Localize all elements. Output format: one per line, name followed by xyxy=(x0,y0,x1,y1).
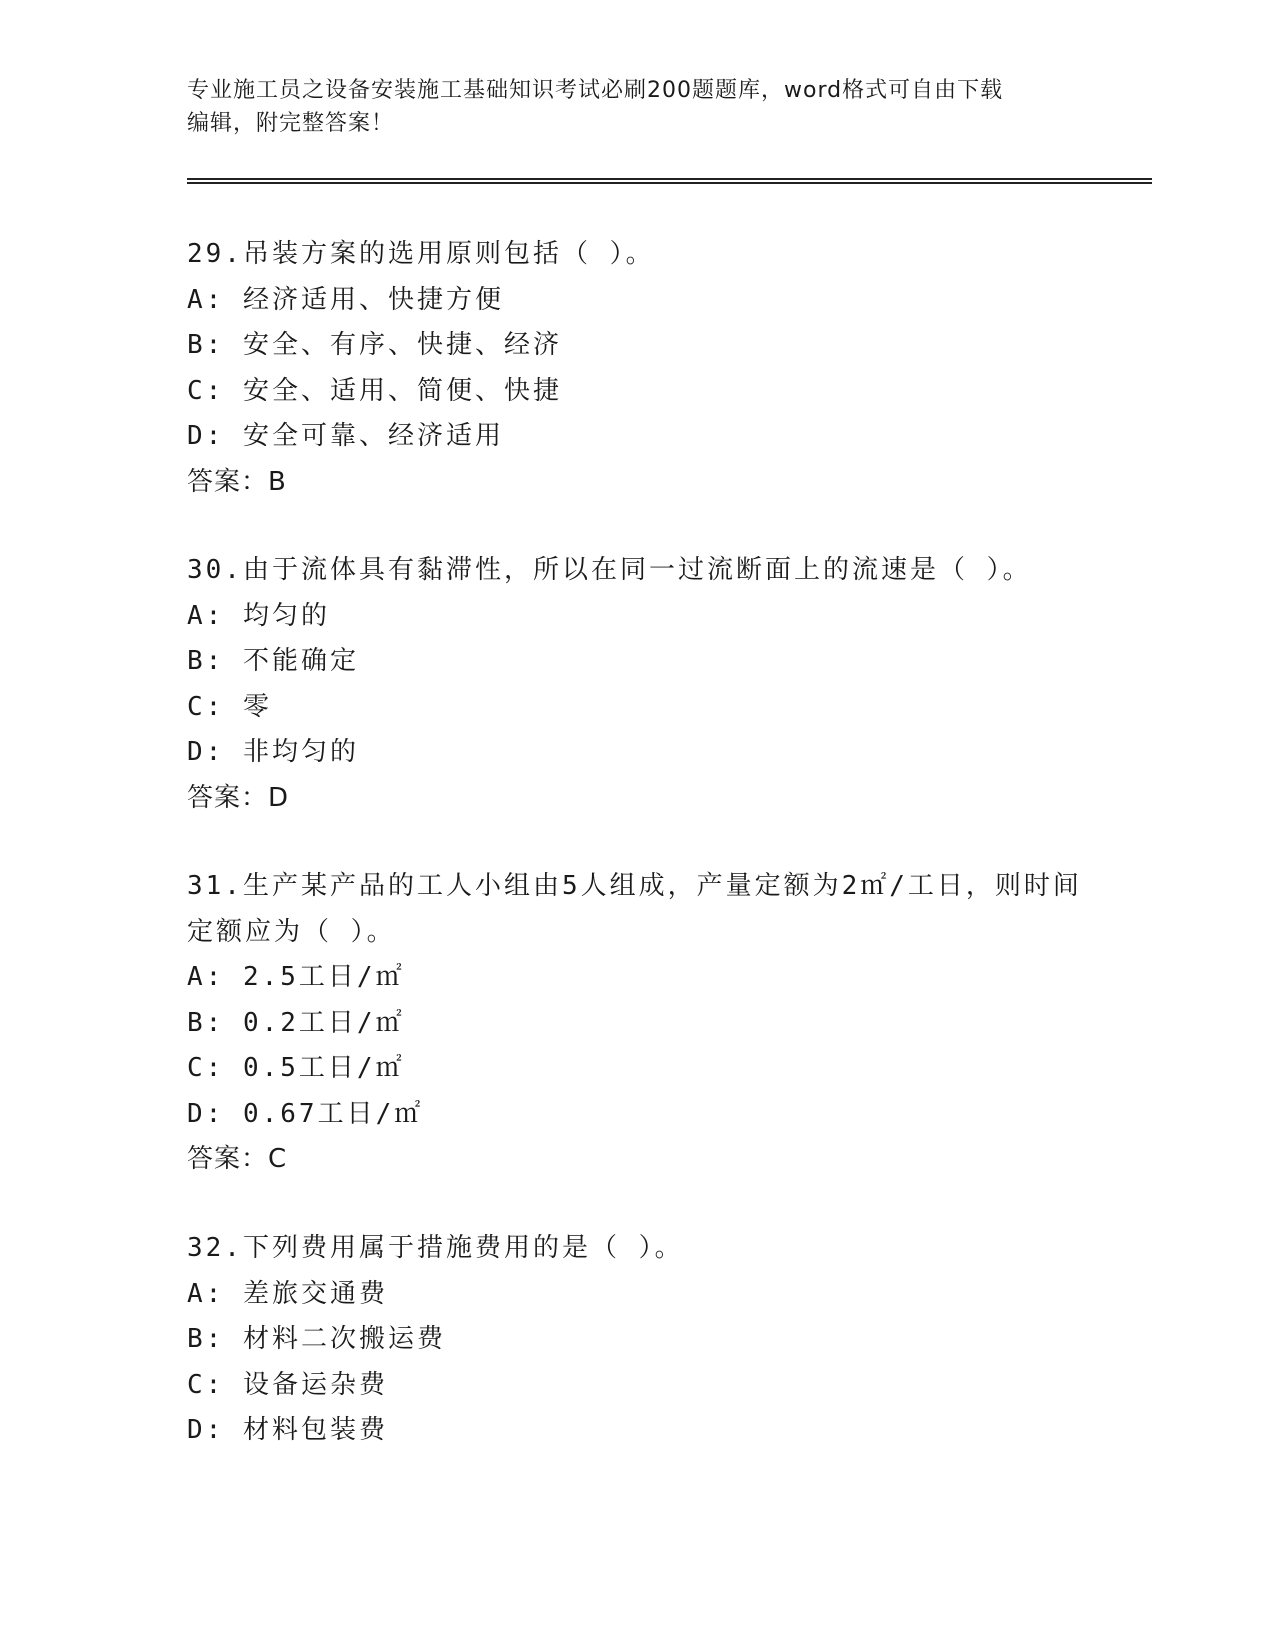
option-c: C: 设备运杂费 xyxy=(187,1369,388,1400)
header-line-1: 专业施工员之设备安装施工基础知识考试必刷200题题库，word格式可自由下载 xyxy=(187,78,1004,103)
answer-label: 答案：D xyxy=(187,782,290,813)
option-d: D: 材料包装费 xyxy=(187,1415,388,1445)
answer-label: 答案：B xyxy=(187,466,287,497)
option-a: A: 差旅交通费 xyxy=(187,1278,388,1309)
question-29 xyxy=(187,232,1087,505)
header-line-2: 编辑，附完整答案！ xyxy=(187,111,395,136)
document-header xyxy=(187,74,1087,140)
option-d: D: 0.67工日/㎡ xyxy=(187,1098,424,1129)
question-31 xyxy=(187,864,1087,1183)
option-a: A: 均匀的 xyxy=(187,600,330,631)
header-divider-top xyxy=(187,178,1152,180)
option-c: C: 零 xyxy=(187,691,272,722)
option-d: D: 安全可靠、经济适用 xyxy=(187,421,504,451)
question-30 xyxy=(187,548,1087,821)
option-c: C: 安全、适用、简便、快捷 xyxy=(187,375,562,406)
answer-label: 答案：C xyxy=(187,1144,288,1174)
option-c: C: 0.5工日/㎡ xyxy=(187,1053,405,1083)
question-32 xyxy=(187,1226,1087,1454)
question-stem: 30.由于流体具有黏滞性，所以在同一过流断面上的流速是（ ）。 xyxy=(187,555,1032,585)
option-a: A: 经济适用、快捷方便 xyxy=(187,284,504,315)
option-b: B: 安全、有序、快捷、经济 xyxy=(187,330,562,360)
option-b: B: 材料二次搬运费 xyxy=(187,1324,446,1354)
question-stem: 29.吊装方案的选用原则包括（ ）。 xyxy=(187,239,655,269)
question-stem: 31.生产某产品的工人小组由5人组成，产量定额为2㎡/工日，则时间 xyxy=(187,871,1082,901)
option-b: B: 不能确定 xyxy=(187,646,359,676)
option-a: A: 2.5工日/㎡ xyxy=(187,962,405,992)
option-b: B: 0.2工日/㎡ xyxy=(187,1007,405,1038)
option-d: D: 非均匀的 xyxy=(187,737,359,767)
question-stem-continued: 定额应为（ ）。 xyxy=(187,916,396,947)
question-stem: 32.下列费用属于措施费用的是（ ）。 xyxy=(187,1233,684,1263)
header-divider-bottom xyxy=(187,182,1152,184)
